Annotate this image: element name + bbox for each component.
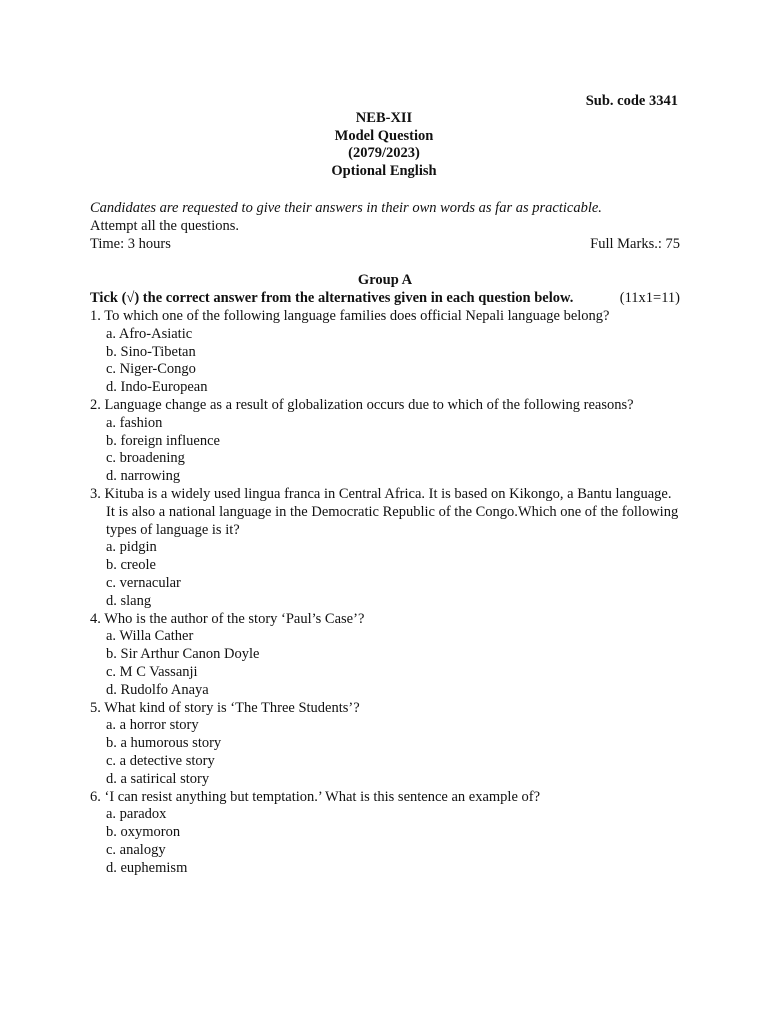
option-b: b. Sir Arthur Canon Doyle: [106, 646, 260, 663]
exam-body: [90, 200, 680, 877]
option-d: d. narrowing: [106, 468, 181, 485]
option-a: a. pidgin: [106, 539, 157, 556]
option-c: c. analogy: [106, 841, 166, 858]
question-text: 4. Who is the author of the story ‘Paul’s Case’?: [90, 610, 365, 627]
question-text: 3. Kituba is a widely used lingua franca in Central Africa. It is based on Kikongo, a Bantu language. It is also a national language in the Democratic Republic of the Congo.Which one of the following types of language is it?: [90, 485, 679, 538]
group-title: Group A: [357, 272, 413, 289]
option-a: a. Afro-Asiatic: [106, 325, 193, 342]
option-a: a. a horror story: [106, 717, 199, 734]
subject-code: Sub. code 3341: [585, 93, 678, 109]
exam-header: [0, 110, 768, 180]
exam-type: Model Question: [334, 127, 434, 144]
option-d: d. Rudolfo Anaya: [106, 681, 209, 698]
exam-level: NEB-XII: [355, 110, 413, 126]
question-item: [90, 308, 680, 397]
time-marks-row: [90, 236, 680, 254]
option-b: b. creole: [106, 557, 156, 574]
group-instruction-row: [90, 290, 680, 308]
option-c: c. a detective story: [106, 752, 215, 769]
option-a: a. fashion: [106, 414, 163, 431]
option-a: a. paradox: [106, 806, 167, 823]
attempt-instruction: Attempt all the questions.: [90, 217, 240, 234]
question-text: 1. To which one of the following language families does official Nepali language belong?: [90, 307, 610, 324]
question-item: [90, 486, 680, 611]
question-text: 2. Language change as a result of globalization occurs due to which of the following reasons?: [90, 396, 634, 413]
option-a: a. Willa Cather: [106, 628, 194, 645]
question-item: [90, 611, 680, 700]
exam-year: (2079/2023): [348, 145, 420, 162]
option-d: d. Indo-European: [106, 379, 208, 396]
option-d: d. slang: [106, 592, 152, 609]
question-item: [90, 789, 680, 878]
group-instruction: Tick (√) the correct answer from the alternatives given in each question below.: [90, 290, 574, 307]
option-c: c. Niger-Congo: [106, 361, 196, 378]
option-d: d. euphemism: [106, 859, 188, 876]
option-c: c. vernacular: [106, 574, 181, 591]
option-c: c. M C Vassanji: [106, 663, 198, 680]
question-list: [90, 308, 680, 878]
question-text: 5. What kind of story is ‘The Three Students’?: [90, 699, 360, 716]
candidate-note: Candidates are requested to give their answers in their own words as far as practicable.: [90, 200, 602, 216]
option-b: b. oxymoron: [106, 824, 181, 841]
question-item: [90, 700, 680, 789]
option-c: c. broadening: [106, 450, 185, 467]
question-text: 6. ‘I can resist anything but temptation.’ What is this sentence an example of?: [90, 788, 541, 805]
exam-subject: Optional English: [331, 162, 437, 179]
option-b: b. Sino-Tibetan: [106, 343, 196, 360]
option-b: b. foreign influence: [106, 432, 220, 449]
question-item: [90, 397, 680, 486]
option-d: d. a satirical story: [106, 770, 210, 787]
time-allowed: Time: 3 hours: [90, 235, 171, 252]
option-b: b. a humorous story: [106, 735, 222, 752]
full-marks: Full Marks.: 75: [590, 235, 680, 252]
group-marks: (11x1=11): [619, 290, 680, 307]
